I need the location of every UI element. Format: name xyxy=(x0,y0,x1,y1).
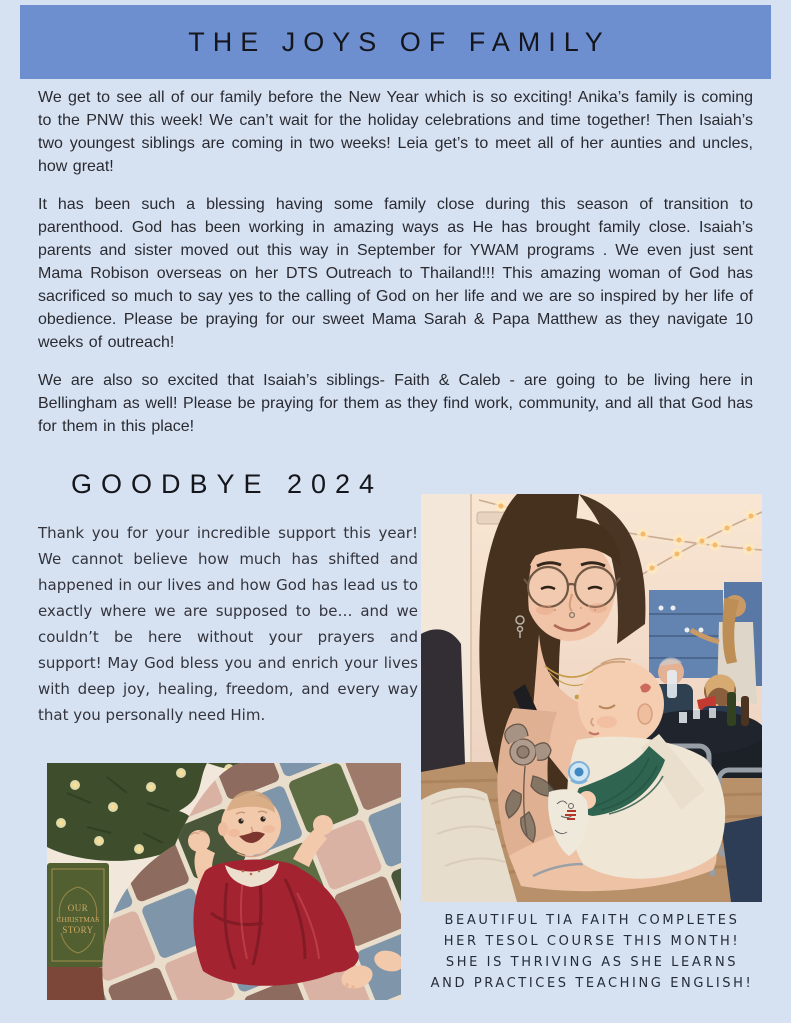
christmas-story-book xyxy=(47,863,109,967)
photo-baby-blanket xyxy=(47,763,401,1000)
page-title: THE JOYS OF FAMILY xyxy=(188,26,611,57)
water-bottle xyxy=(667,670,677,698)
book-title-line-3: STORY xyxy=(62,925,94,935)
dark-clothing-left xyxy=(421,629,465,772)
title-banner xyxy=(20,5,771,79)
baby-photo-illustration xyxy=(47,763,401,1000)
intro-paragraph-3: We are also so excited that Isaiah’s siblings- Faith & Caleb - are going to be living here in Bellingham as well! Please be praying for them as they find work, community, and all that God has for them in this place! xyxy=(38,372,753,435)
book-title-line-2: CHRISTMAS xyxy=(56,915,100,924)
wine-bottle xyxy=(727,692,736,726)
intro-paragraph-2: It has been such a blessing having some family close during this season of transition to parenthood. God has been working in amazing ways as He has brought family close. Isaiah’s parents and sister moved out this way in September for YWAM programs . We even just sent Mama Robison overseas on her DTS Outreach to Thailand!!! This amazing woman of God has sacrificed so much to say yes to the calling of God on her life and we are so inspired by her life of obedience. Please be praying for our sweet Mama Sarah & Papa Matthew as they navigate 10 weeks of outreach! xyxy=(38,196,753,351)
photo-tia-holding-baby xyxy=(421,494,762,902)
goodbye-2024-paragraph: Thank you for your incredible support this year! We cannot believe how much has shifted and happened in our lives and how God has lead us to exactly where we are supposed to be… and we couldn’t be here without your prayers and support! May God bless you and enrich your lives with deep joy, healing, freedom, and every way that you personally need Him. xyxy=(38,524,418,724)
intro-paragraph-1: We get to see all of our family before the New Year which is so exciting! Anika’s family is coming to the PNW this week! We can’t wait for the holiday celebrations and time together! Then Isaiah’s two youngest siblings are coming in two weeks! Leia get’s to meet all of her aunties and uncles, how great! xyxy=(38,89,753,175)
tia-photo-illustration xyxy=(421,494,762,902)
book-title-line-1: OUR xyxy=(67,903,89,913)
baby-ear xyxy=(638,704,652,724)
goodbye-2024-heading: GOODBYE 2024 xyxy=(70,469,384,499)
photo-caption: BEAUTIFUL TIA FAITH COMPLETES HER TESOL COURSE THIS MONTH! SHE IS THRIVING AS SHE LEARNS AND PRACTICES TEACHING ENGLISH! xyxy=(430,913,754,991)
pacifier xyxy=(569,762,589,783)
intro-section xyxy=(38,86,753,453)
